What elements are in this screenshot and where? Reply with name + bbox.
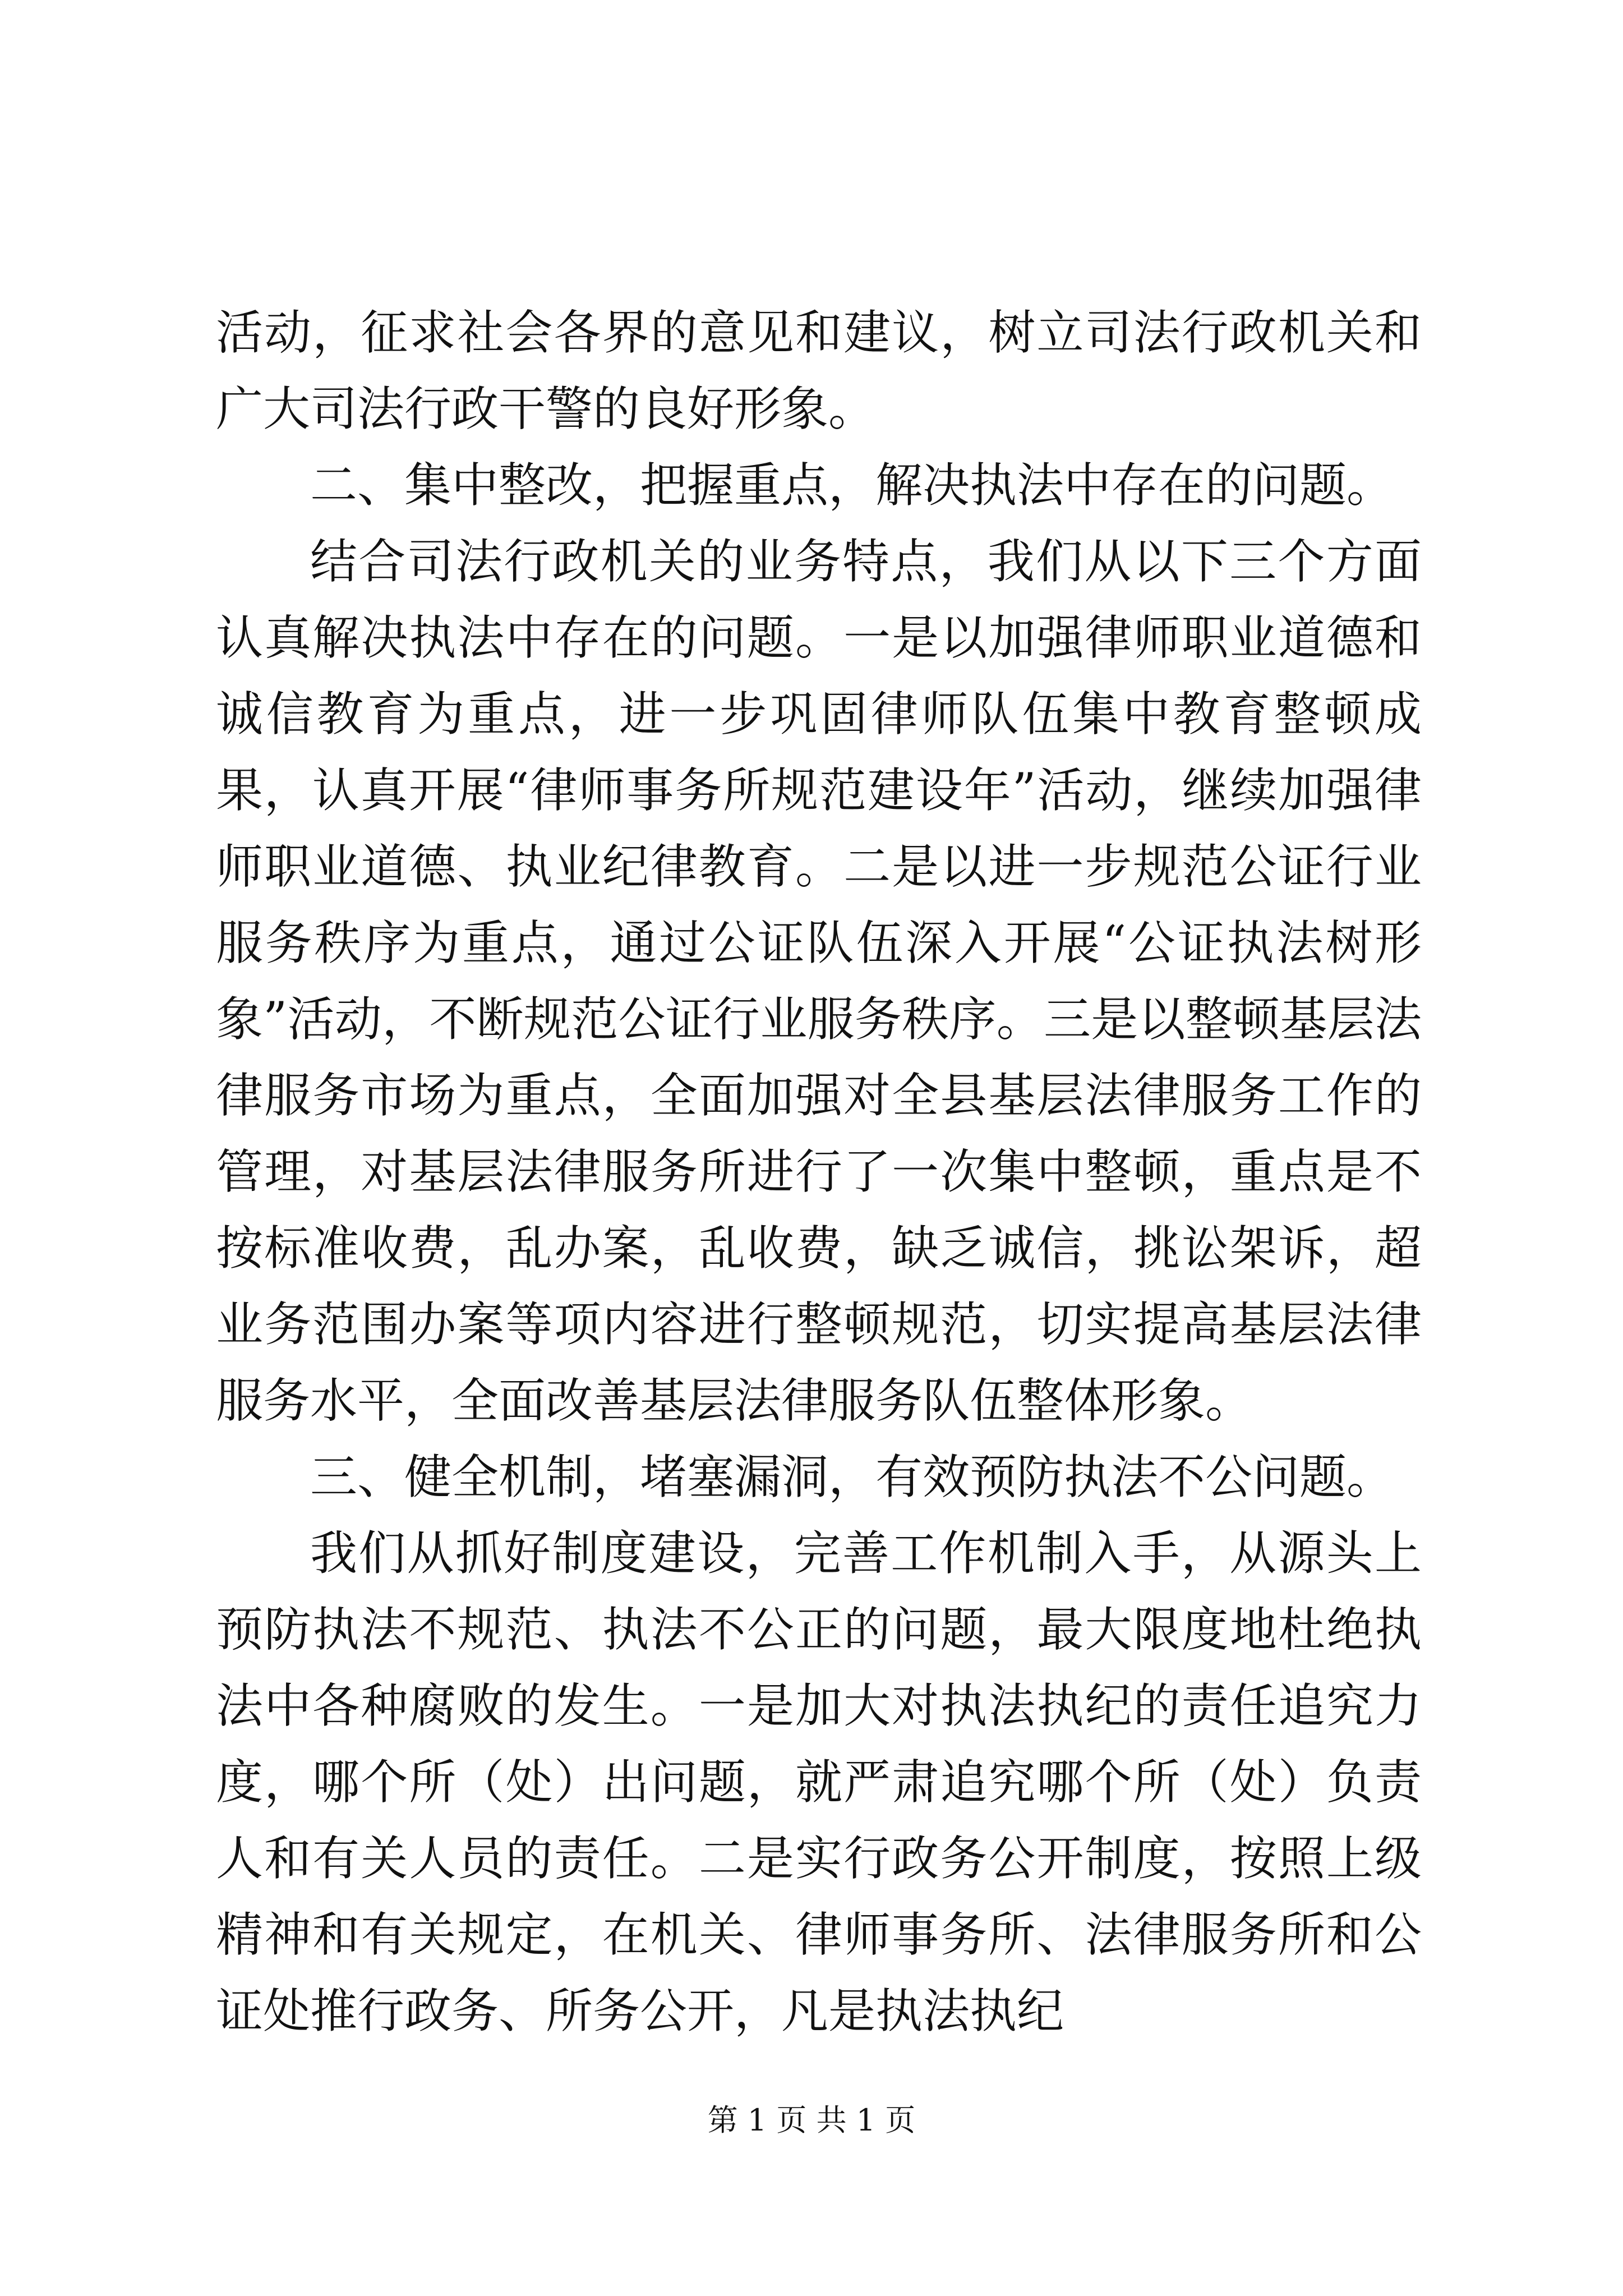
paragraph-continuation: 活动，征求社会各界的意见和建议，树立司法行政机关和广大司法行政干警的良好形象。 [216, 305, 1422, 436]
page-footer: 第 1 页 共 1 页 [707, 2102, 916, 2138]
section-heading-3: 三、健全机制，堵塞漏洞，有效预防执法不公问题。 [310, 1450, 1394, 1504]
document-body [216, 295, 1422, 2049]
paragraph-section-2: 结合司法行政机关的业务特点，我们从以下三个方面认真解决执法中存在的问题。一是以加强律师职业道德和诚信教育为重点，进一步巩固律师队伍集中教育整顿成果，认真开展“律师事务所规范建设年”活动，继续加强律师职业道德、执业纪律教育。二是以进一步规范公证行业服务秩序为重点，通过公证队伍深入开展“公证执法树形象”活动，不断规范公证行业服务秩序。三是以整顿基层法律服务市场为重点，全面加强对全县基层法律服务工作的管理，对基层法律服务所进行了一次集中整顿，重点是不按标准收费，乱办案，乱收费，缺乏诚信，挑讼架诉，超业务范围办案等项内容进行整顿规范，切实提高基层法律服务水平，全面改善基层法律服务队伍整体形象。 [216, 534, 1422, 1428]
section-heading-2: 二、集中整改，把握重点，解决执法中存在的问题。 [310, 458, 1394, 513]
paragraph-section-3: 我们从抓好制度建设，完善工作机制入手，从源头上预防执法不规范、执法不公正的问题，最大限度地杜绝执法中各种腐败的发生。一是加大对执法执纪的责任追究力度，哪个所（处）出问题，就严肃追究哪个所（处）负责人和有关人员的责任。二是实行政务公开制度，按照上级精神和有关规定，在机关、律师事务所、法律服务所和公证处推行政务、所务公开，凡是执法执纪 [216, 1526, 1422, 2039]
